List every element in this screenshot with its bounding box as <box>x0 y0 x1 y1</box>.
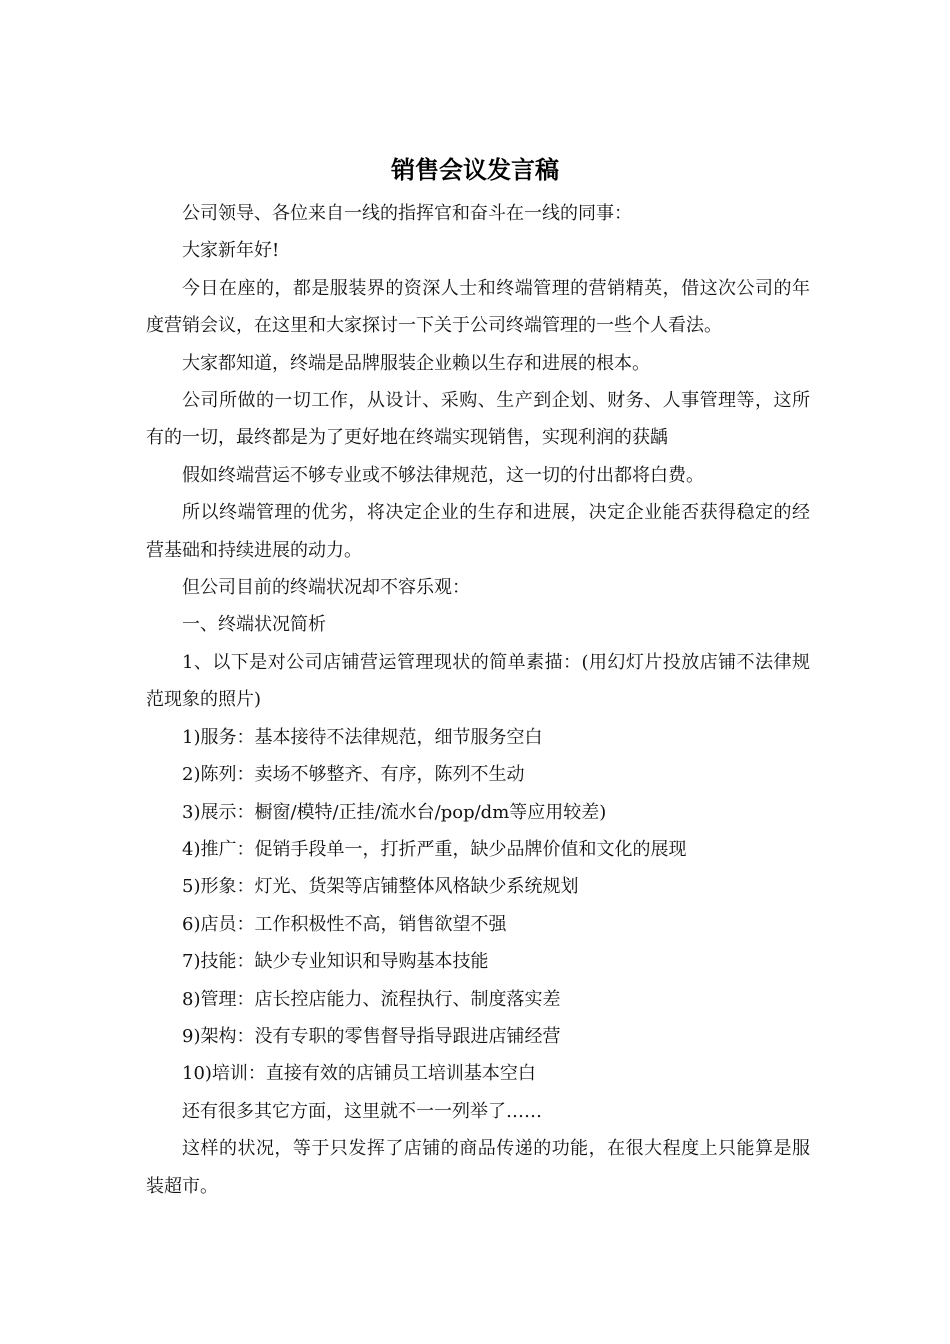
list-item: 5)形象：灯光、货架等店铺整体风格缺少系统规划 <box>182 876 579 898</box>
paragraph: 但公司目前的终端状况却不容乐观： <box>182 577 470 599</box>
paragraph: 假如终端营运不够专业或不够法律规范，这一切的付出都将白费。 <box>182 464 704 486</box>
document-title: 销售会议发言稿 <box>391 156 559 184</box>
paragraph: 还有很多其它方面，这里就不一一列举了…… <box>182 1100 542 1122</box>
list-item: 2)陈列：卖场不够整齐、有序，陈列不生动 <box>182 764 525 786</box>
list-item: 3)展示：橱窗/模特/正挂/流水台/pop/dm等应用较差) <box>182 801 607 823</box>
paragraph-salutation: 公司领导、各位来自一线的指挥官和奋斗在一线的同事： <box>182 203 632 224</box>
section-heading: 一、终端状况简析 <box>182 614 326 636</box>
list-item: 1)服务：基本接待不法律规范，细节服务空白 <box>182 726 543 748</box>
list-item: 9)架构：没有专职的零售督导指导跟进店铺经营 <box>182 1025 561 1047</box>
list-item: 10)培训：直接有效的店铺员工培训基本空白 <box>182 1063 536 1085</box>
paragraph: 这样的状况，等于只发挥了店铺的商品传递的功能，在很大程度上只能算是服装超市。 <box>146 1138 810 1197</box>
list-item: 8)管理：店长控店能力、流程执行、制度落实差 <box>182 988 561 1010</box>
list-item: 4)推广：促销手段单一，打折严重，缺少品牌价值和文化的展现 <box>182 838 687 860</box>
list-item: 6)店员：工作积极性不高，销售欲望不强 <box>182 913 507 935</box>
paragraph: 大家都知道，终端是品牌服装企业赖以生存和进展的根本。 <box>182 352 650 374</box>
document-body <box>146 195 810 1205</box>
list-item: 7)技能：缺少专业知识和导购基本技能 <box>182 951 489 973</box>
paragraph-greeting: 大家新年好! <box>182 240 280 262</box>
paragraph: 公司所做的一切工作，从设计、采购、生产到企划、财务、人事管理等，这所有的一切，最终都是为了更好地在终端实现销售，实现利润的获龋 <box>146 390 810 449</box>
paragraph: 所以终端管理的优劣，将决定企业的生存和进展，决定企业能否获得稳定的经营基础和持续进展的动力。 <box>146 502 810 561</box>
paragraph-intro: 今日在座的，都是服装界的资深人士和终端管理的营销精英，借这次公司的年度营销会议，在这里和大家探讨一下关于公司终端管理的一些个人看法。 <box>146 277 810 337</box>
paragraph: 1、以下是对公司店铺营运管理现状的简单素描：(用幻灯片投放店铺不法律规范现象的照片) <box>146 651 810 711</box>
